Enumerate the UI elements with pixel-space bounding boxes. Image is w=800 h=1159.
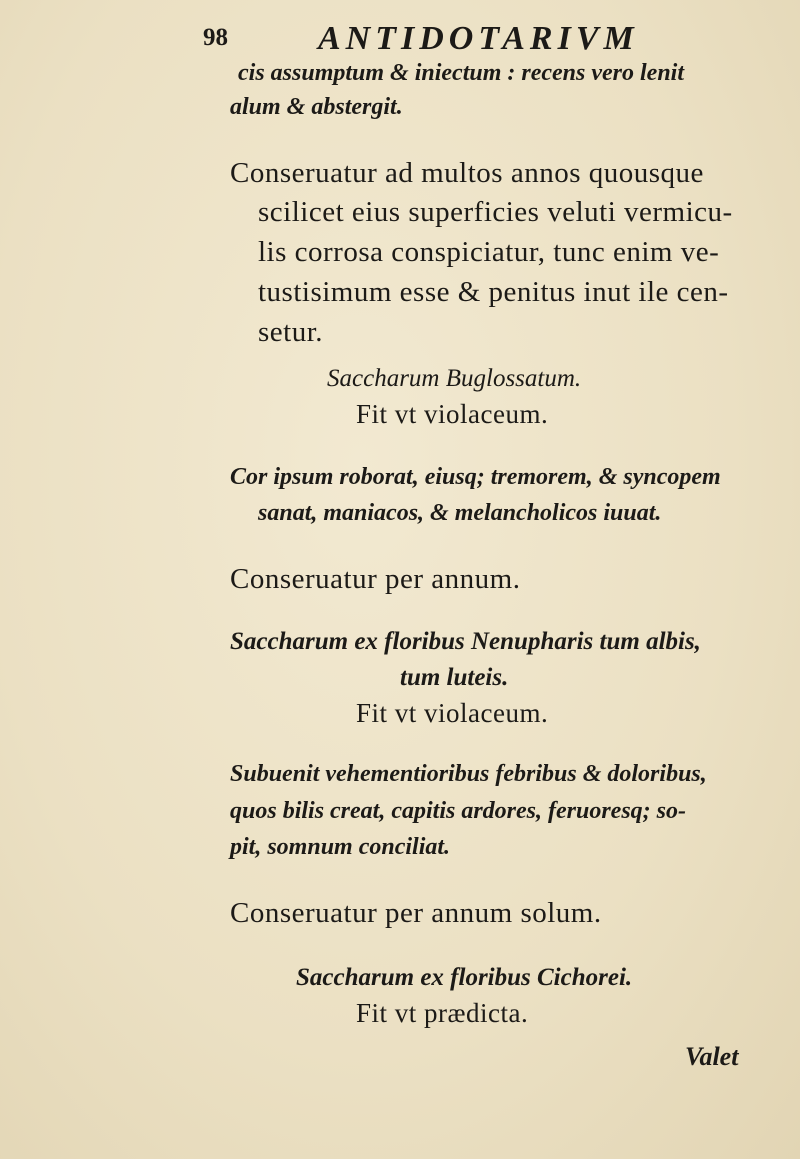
text-line: cis assumptum & iniectum : recens vero lenit xyxy=(238,60,685,86)
text-line: setur. xyxy=(258,316,324,348)
recipe-heading: Saccharum Buglossatum. xyxy=(327,365,582,392)
running-title: ANTIDOTARIVM xyxy=(318,20,639,57)
text-line: sanat, maniacos, & melancholicos iuuat. xyxy=(258,500,662,526)
page-number: 98 xyxy=(203,24,228,51)
text-line: Conseruatur per annum. xyxy=(230,563,521,595)
text-line: Fit vt violaceum. xyxy=(356,698,549,728)
text-line: Fit vt violaceum. xyxy=(356,399,549,429)
recipe-heading: Saccharum ex floribus Cichorei. xyxy=(296,964,633,991)
recipe-heading: Saccharum ex floribus Nenupharis tum albis, xyxy=(230,628,701,655)
text-line: Fit vt prædicta. xyxy=(356,998,529,1028)
text-line: Cor ipsum roborat, eiusq; tremorem, & syncopem xyxy=(230,464,721,490)
text-line: tum luteis. xyxy=(400,664,509,691)
text-line: Subuenit vehementioribus febribus & doloribus, xyxy=(230,761,707,787)
text-line: quos bilis creat, capitis ardores, feruoresq; so- xyxy=(230,798,686,824)
text-line: pit, somnum conciliat. xyxy=(230,834,451,860)
text-line: tustisimum esse & penitus inut ile cen- xyxy=(258,276,729,308)
text-line: alum & abstergit. xyxy=(230,94,403,120)
text-line: Conseruatur ad multos annos quousque xyxy=(230,157,704,189)
running-header xyxy=(0,20,800,60)
text-line: scilicet eius superficies veluti vermicu- xyxy=(258,196,733,228)
catchword: Valet xyxy=(685,1042,739,1071)
text-line: Conseruatur per annum solum. xyxy=(230,897,602,929)
text-line: lis corrosa conspiciatur, tunc enim ve- xyxy=(258,236,720,268)
